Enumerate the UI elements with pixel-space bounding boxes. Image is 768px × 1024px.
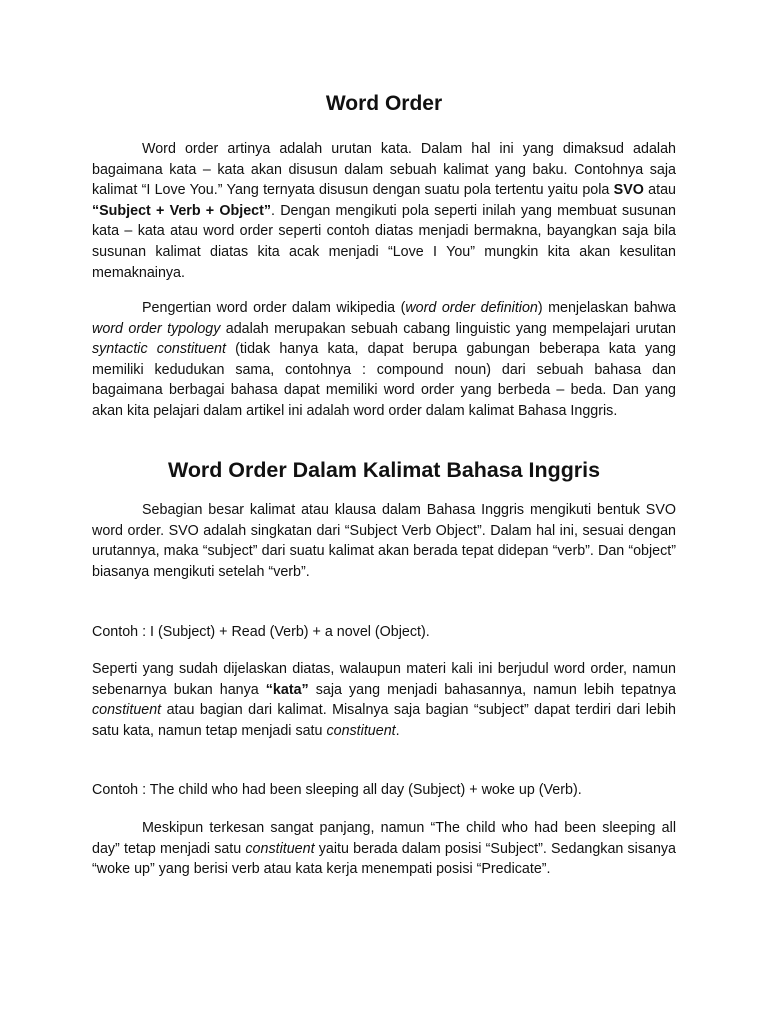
text-span: adalah merupakan sebuah cabang linguistic yang mempelajari urutan: [220, 320, 676, 337]
paragraph-predicate: [92, 818, 676, 880]
italic-text: constituent: [245, 840, 315, 857]
document-title: Word Order: [325, 92, 443, 115]
bold-text: “Subject + Verb + Object”: [92, 202, 272, 219]
text-span: . Dengan mengikuti pola seperti inilah yang membuat susunan kata – kata atau word order seperti contoh diatas menjadi bermakna, bayangkan saja bila susunan kalimat diatas kita acak menjadi “Love I You” mungkin kita akan kesulitan memaknainya.: [92, 202, 676, 281]
example-line-2: Contoh : The child who had been sleeping all day (Subject) + woke up (Verb).: [92, 782, 582, 798]
text-span: atau: [643, 182, 676, 199]
text-span: (tidak hanya kata, dapat berupa gabungan beberapa kata yang memiliki kedudukan sama, contohnya : compound noun) dari sebuah bahasa dan bagaimana berbagai bahasa dapat memiliki word order yang berbeda – beda. Dan yang akan kita pelajari dalam artikel ini adalah word order dalam kalimat Bahasa Inggris.: [92, 341, 676, 419]
italic-text: syntactic constituent: [92, 341, 226, 358]
paragraph-svo: Sebagian besar kalimat atau klausa dalam Bahasa Inggris mengikuti bentuk SVO word order. SVO adalah singkatan dari “Subject Verb Object”. Dalam hal ini, sesuai dengan urutannya, maka “subject” dari suatu kalimat akan berada tepat didepan “verb”. Dan “object” biasanya mengikuti setelah “verb”.: [92, 502, 676, 580]
text-span: .: [395, 722, 400, 739]
text-span: yaitu berada dalam posisi “Subject”. Sedangkan sisanya “woke up” yang berisi verb atau kata kerja menempati posisi “Predicate”.: [92, 840, 676, 878]
text-span: ) menjelaskan bahwa: [537, 300, 676, 316]
paragraph-definition: [92, 298, 676, 422]
text-span: Seperti yang sudah dijelaskan diatas, walaupun materi kali ini berjudul word order, namun sebenarnya bukan hanya: [92, 661, 676, 698]
example-line-1: Contoh : I (Subject) + Read (Verb) + a novel (Object).: [92, 624, 430, 640]
italic-text: word order definition: [405, 300, 538, 316]
paragraph-constituent: [92, 659, 676, 741]
italic-text: constituent: [326, 722, 396, 739]
italic-text: constituent: [92, 702, 162, 719]
text-span: Pengertian word order dalam wikipedia (: [142, 300, 406, 316]
text-span: Meskipun terkesan sangat panjang, namun “The child who had been sleeping all day” tetap menjadi satu: [92, 820, 676, 857]
section-subheading: Word Order Dalam Kalimat Bahasa Inggris: [167, 458, 601, 482]
paragraph-intro: [92, 139, 676, 283]
text-span: atau bagian dari kalimat. Misalnya saja bagian “subject” dapat terdiri dari lebih satu kata, namun tetap menjadi satu: [92, 702, 676, 739]
text-span: saja yang menjadi bahasannya, namun lebih tepatnya: [308, 681, 676, 698]
italic-text: word order typology: [92, 320, 221, 337]
text-span: Word order artinya adalah urutan kata. Dalam hal ini yang dimaksud adalah bagaimana kata – kata akan disusun dalam sebuah kalimat yang baku. Contohnya saja kalimat “I Love You.” Yang ternyata disusun dengan suatu pola tertentu yaitu pola: [92, 141, 676, 199]
bold-text: “kata”: [265, 681, 309, 698]
bold-text: SVO: [613, 182, 644, 199]
